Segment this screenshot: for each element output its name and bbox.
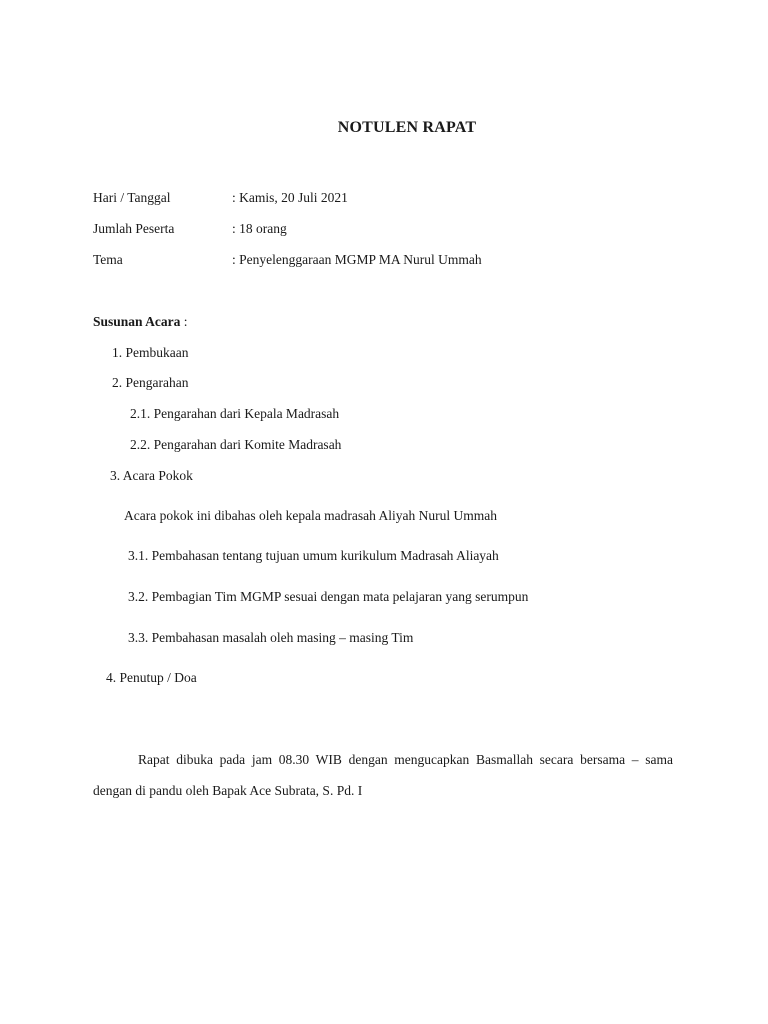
- info-value: : Kamis, 20 Juli 2021: [232, 190, 348, 205]
- info-row-participants: [93, 221, 287, 237]
- info-label: Tema: [93, 252, 123, 267]
- agenda-item-3-2: 3.2. Pembagian Tim MGMP sesuai dengan mata pelajaran yang serumpun: [128, 589, 529, 604]
- agenda-heading: [93, 314, 188, 330]
- agenda-item-3: 3. Acara Pokok: [110, 468, 193, 483]
- agenda-heading-colon: :: [180, 314, 188, 329]
- agenda-item-3-1: 3.1. Pembahasan tentang tujuan umum kurikulum Madrasah Aliayah: [128, 548, 499, 563]
- agenda-item-3-note: Acara pokok ini dibahas oleh kepala madrasah Aliyah Nurul Ummah: [124, 508, 498, 523]
- closing-paragraph-line-2: dengan di pandu oleh Bapak Ace Subrata, S. Pd. I: [93, 783, 363, 798]
- agenda-item-2-1: 2.1. Pengarahan dari Kepala Madrasah: [130, 406, 340, 421]
- agenda-item-3-3: 3.3. Pembahasan masalah oleh masing – masing Tim: [128, 630, 414, 645]
- info-label: Jumlah Peserta: [93, 221, 175, 236]
- agenda-item-2: 2. Pengarahan: [112, 375, 189, 390]
- info-row-theme: [93, 252, 482, 268]
- agenda-item-2-2: 2.2. Pengarahan dari Komite Madrasah: [130, 437, 342, 452]
- info-value: : 18 orang: [232, 221, 287, 236]
- info-label: Hari / Tanggal: [93, 190, 171, 205]
- info-row-date: [93, 190, 348, 206]
- agenda-item-1: 1. Pembukaan: [112, 345, 189, 360]
- agenda-item-4: 4. Penutup / Doa: [106, 670, 197, 685]
- document-title: NOTULEN RAPAT: [337, 119, 477, 136]
- info-value: : Penyelenggaraan MGMP MA Nurul Ummah: [232, 252, 482, 267]
- closing-paragraph-line-1: Rapat dibuka pada jam 08.30 WIB dengan mengucapkan Basmallah secara bersama – sama: [138, 752, 673, 767]
- closing-paragraph: [93, 744, 673, 806]
- agenda-heading-text: Susunan Acara: [93, 314, 181, 329]
